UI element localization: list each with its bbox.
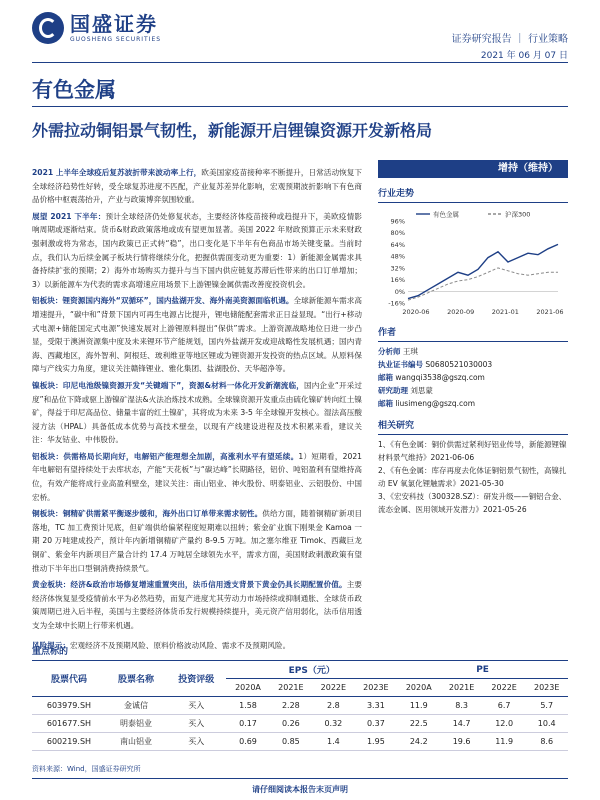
cell-pe: 19.6: [440, 733, 483, 751]
cell-name: 金诚信: [106, 697, 166, 715]
cell-eps: 0.32: [312, 715, 355, 733]
trend-chart-svg: [378, 207, 568, 317]
rating-badge: 增持（维持）: [378, 160, 568, 178]
paragraph-text: 主要经济体恢复显受疫情前水平为必然趋势，而复产进度尤其劳动力市场持续或抑制通胀、全球货币政策周期已进入后半程，美国与主要经济体货币发行规模持续提升，美元资产信用弱化，法币信用透支为全球中长期上行带来机遇。: [32, 580, 362, 630]
sidebar: [378, 160, 568, 516]
paragraph-text: 预计全球经济仍处修复状态，主要经济体疫苗接种或趋提升下，美欧疫情影响周期或逐渐结束。货币&财政政策落地或成有望更加显著。美国 2022 年财政预算正示未来财政强刺激或将为常态，国内政策已正式转“稳”，出口变化是下半年有色商品市场关键变量。当前时点，我们认为后续金属子板块行情将继续分化，把握供需面变动更为重要：1）新能源金属需求具备持续扩张的预期；2）海外市场购买力提升与当下国内供应链复苏滞后性带来的出口订单增加；3）以新能源车为代表的需求高增速应用场景下上游锂镍金属供需改善度投资机会。: [32, 211, 362, 289]
cell-pe: 24.2: [397, 733, 440, 751]
author-value: 刘思蒙: [410, 386, 433, 395]
pe-year-header: 2020A: [405, 683, 432, 692]
x-tick-label: 2020-06: [402, 308, 430, 316]
cell-rating: 买入: [166, 697, 226, 715]
author-role: 研究助理: [378, 386, 408, 395]
summary-paragraph: [32, 379, 362, 447]
cell-code: 601677.SH: [32, 715, 106, 733]
cell-pe: 22.5: [397, 715, 440, 733]
series-line: [408, 244, 558, 298]
eps-year-header: 2021E: [278, 683, 304, 692]
col-pe: PE: [397, 661, 568, 679]
cell-eps: 0.37: [355, 715, 398, 733]
table-row: [32, 733, 568, 751]
cell-eps: 1.4: [312, 733, 355, 751]
paragraph-text: 欧美国家疫苗接种率不断提升，日常活动恢复下全球经济趋势性好转，受全球复苏进度不匹配，产业复苏差异化影响，宏观预期波折影响下有色商品价格中枢震荡抬升，产业与政策博弈氛围较重。: [32, 168, 362, 205]
paragraph-lead: 铝板块：供需格局长期向好，电解铝产能理想全加剧，高涨利水平有望延续。: [32, 451, 299, 461]
eps-year-header: 2022E: [320, 683, 347, 692]
eps-year-header: 2023E: [363, 683, 389, 692]
report-title: 外需拉动铜铝景气韧性，新能源开启锂镍资源开发新格局: [32, 121, 433, 140]
legend-label: 有色金属: [433, 210, 459, 219]
pe-year-header: 2023E: [533, 683, 560, 692]
related-title: 相关研究: [378, 418, 568, 435]
cell-eps: 2.28: [270, 697, 313, 715]
y-tick-label: 80%: [390, 229, 405, 238]
x-tick-label: 2020-09: [447, 308, 475, 316]
trend-title: 行业走势: [378, 186, 568, 203]
y-tick-label: 48%: [390, 252, 405, 261]
x-tick-label: 2021-01: [491, 308, 519, 316]
cell-rating: 买入: [166, 733, 226, 751]
cell-eps: 2.8: [312, 697, 355, 715]
table-row: [32, 697, 568, 715]
header-divider: [32, 62, 568, 63]
author-line: [378, 371, 568, 384]
related-report[interactable]: 1、《有色金属：铜价供需过紧利好铝业传导，新能源锂镍材料景气维持》2021-06-06: [378, 440, 567, 462]
y-tick-label: 32%: [390, 264, 405, 273]
related-report[interactable]: 3、《宏安科技（300328.SZ）：研发升级——铜铝合金、流态金属、医用领域开发潜力》2021-05-26: [378, 492, 567, 514]
cell-pe: 14.7: [440, 715, 483, 733]
pe-year-header: 2022E: [491, 683, 517, 692]
cell-eps: 3.31: [355, 697, 398, 715]
y-tick-label: 96%: [390, 217, 405, 226]
paragraph-lead: 镍板块：印尼电池级镍资源开发“关键端下”，资源&材料一体化开发新潮流临，: [32, 380, 304, 390]
industry-divider: [32, 106, 568, 107]
page-header: [0, 0, 600, 60]
cell-pe: 5.7: [525, 697, 568, 715]
cell-code: 603979.SH: [32, 697, 106, 715]
author-line: [378, 397, 568, 410]
paragraph-lead: 铜板块：铜精矿供需紧平衡逐步缓和，海外出口订单带来需求韧性。: [32, 509, 263, 519]
cell-pe: 10.4: [525, 715, 568, 733]
related-report[interactable]: 2、《有色金属：库存再度去化体证铜铝景气韧性，高镍扎动 EV 氧氯化锂触需求》2021-05-30: [378, 466, 567, 488]
cell-name: 南山铝业: [106, 733, 166, 751]
summary-paragraph: [32, 166, 362, 207]
table-title: 重点标的: [32, 647, 69, 657]
author-value: 王琪: [402, 347, 418, 356]
legend-label: 沪深300: [505, 210, 531, 219]
cell-eps: 0.69: [226, 733, 269, 751]
risk-text: 宏观经济不及预期风险、原料价格波动风险、需求不及预期风险。: [69, 640, 291, 650]
logo-cn: 国盛证券: [70, 11, 158, 36]
y-tick-label: -16%: [388, 299, 405, 308]
paragraph-text: 国内企业“开采过度”和品位下降或驱上游镍矿湿法&火法冶炼技术成熟。全球镍资源开发重点由硫化镍矿转向红土镍矿，得益于印尼高品位、储量丰富的红土镍矿，其将成为未来 3-5 年全球镍开发核心。湿法高压酸浸方法（HPAL）具备低成本优势与高技术壁垒，以现有产线建设进程及技术积累来看，建议关注：华友钴业、中伟股份。: [32, 380, 362, 445]
col-name: 股票名称: [118, 675, 155, 685]
footer-disclaimer: 请仔细阅读本报告末页声明: [252, 785, 348, 794]
table-source: 资料来源：Wind，国盛证券研究所: [32, 765, 141, 773]
col-rating: 投资评级: [178, 675, 215, 685]
paragraph-lead: 黄金板块：经济&政治市场修复增速重置突出，法币信用透支背景下黄金仍具长期配置价值。: [32, 580, 347, 590]
summary-paragraph: [32, 578, 362, 632]
author-line: [378, 358, 568, 371]
eps-year-header: 2020A: [235, 683, 261, 692]
cell-pe: 12.0: [483, 715, 526, 733]
cell-eps: 0.85: [270, 733, 313, 751]
series-line: [408, 268, 558, 300]
risk-note: [32, 639, 362, 653]
author-role: 执业证书编号: [378, 360, 423, 369]
logo-icon: [32, 12, 64, 44]
summary-column: [32, 166, 362, 655]
cell-pe: 11.9: [483, 733, 526, 751]
cell-pe: 8.6: [525, 733, 568, 751]
risk-lead: 风险提示：: [32, 640, 70, 650]
paragraph-lead: 展望 2021 下半年：: [32, 211, 106, 221]
author-value: wangqi3538@gszq.com: [395, 373, 485, 382]
col-code: 股票代码: [50, 675, 87, 685]
summary-paragraph: [32, 450, 362, 504]
author-role: 分析师: [378, 347, 401, 356]
cell-eps: 0.26: [270, 715, 313, 733]
col-eps: EPS（元）: [226, 661, 397, 679]
author-value: S0680521030003: [425, 360, 493, 369]
cell-name: 明泰铝业: [106, 715, 166, 733]
author-title: 作者: [378, 325, 568, 342]
paragraph-lead: 2021 上半年全球疫后复苏波折带来波动率上行，: [32, 168, 202, 177]
industry-heading: 有色金属: [32, 78, 116, 102]
y-tick-label: 0%: [394, 287, 405, 296]
paragraph-text: 全球新能源车需求高增速提升，“碳中和”背景下国内可再生电源占比提升，锂电储能配套需求正日益显现。“出行+移动式电源+储能国定式电源”快速发展对上游锂原料提出“保供”需求。上游资源战略地位日进一步凸显，受限于澳洲资源集中度及未来锂环节产能规划，国内外盐湖开发或迎战略性发展机遇；国内青海、西藏地区，海外智利、阿根廷、玻利维亚等地区锂或为锂资源开发投资的热点区域。从原料保障与产线实力角度，建议关注赣锋锂业、雅化集团、盐湖股份、天华超净等。: [32, 296, 362, 374]
cell-eps: 1.58: [226, 697, 269, 715]
y-tick-label: 16%: [390, 276, 405, 285]
table-row: [32, 715, 568, 733]
pe-year-header: 2021E: [448, 683, 475, 692]
summary-paragraph: [32, 507, 362, 575]
cell-pe: 8.3: [440, 697, 483, 715]
company-logo: [32, 12, 161, 44]
author-role: 邮箱: [378, 399, 393, 408]
cell-rating: 买入: [166, 715, 226, 733]
summary-paragraph: [32, 294, 362, 376]
cell-code: 600219.SH: [32, 733, 106, 751]
author-role: 邮箱: [378, 373, 393, 382]
author-line: [378, 384, 568, 397]
x-tick-label: 2021-06: [536, 308, 564, 316]
report-type: 证券研究报告 ｜ 行业策略: [451, 34, 568, 45]
cell-eps: 0.17: [226, 715, 269, 733]
y-tick-label: 64%: [390, 240, 405, 249]
paragraph-text: 1）短期看，2021 年电解铝有望持续处于去库状态，产能“天花板”与“碳达峰”长期路径，铝价、吨铝盈利有望维持高位，有效产能将成行业高盈利壁垒，建议关注：南山铝业、神火股份、明泰铝业、云铝股份、中国宏桥。: [32, 451, 362, 502]
author-value: liusimeng@gszq.com: [395, 399, 476, 408]
paragraph-text: 供给方面，随着铜精矿新项目落地，TC 加工费预计见底，但矿端供给偏紧程度短期难以扭转；紫金矿业旗下刚果金 Kamoa 一期 20 万吨建成投产，预计年内新增铜精矿产量约 8-9.5 万吨。加之塞尔维亚 Timok、西藏巨龙铜矿、紫金年内新项目产量合计约 17.4 万吨居全球领先水平，需求方面，美国财政刺激政策有望推动下半年出口型铜消费持续景气。: [32, 509, 363, 573]
footer-divider: [32, 778, 568, 779]
cell-eps: 1.95: [355, 733, 398, 751]
report-date: 2021 年 06 月 07 日: [480, 51, 568, 61]
stock-table: [32, 660, 568, 751]
author-line: [378, 345, 568, 358]
cell-pe: 6.7: [483, 697, 526, 715]
cell-pe: 11.9: [397, 697, 440, 715]
summary-paragraph: [32, 210, 362, 292]
trend-chart: [378, 207, 568, 317]
paragraph-lead: 铝板块：锂资源国内海外“双循环”，国内盐湖开发、海外南美资源面临机遇。: [32, 296, 294, 306]
logo-en: GUOSHENG SECURITIES: [70, 35, 162, 43]
